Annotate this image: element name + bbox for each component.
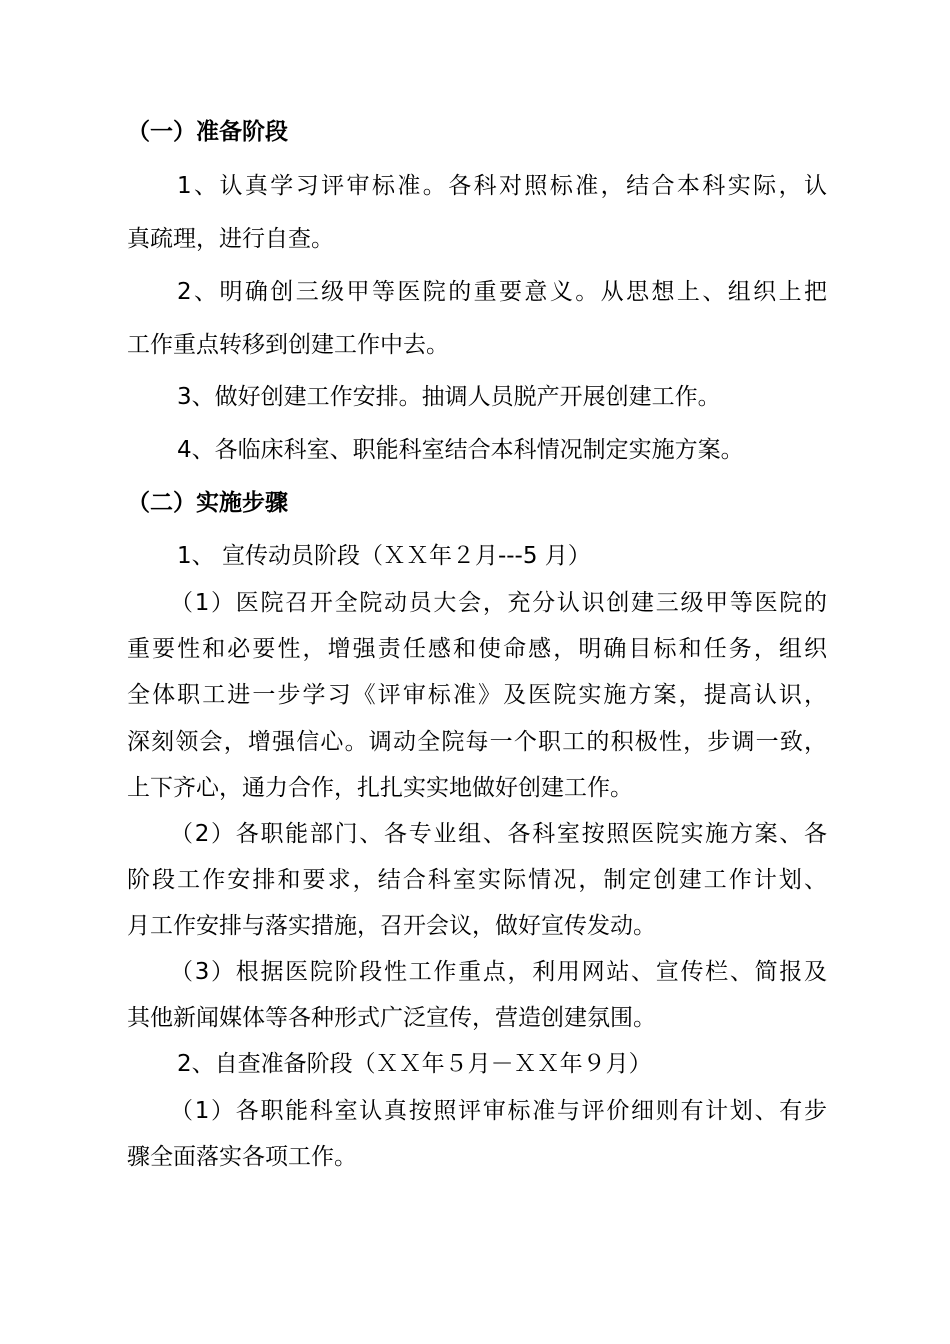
step-1-para-2-line-2: 阶段工作安排和要求，结合科室实际情况，制定创建工作计划、 [127,867,827,893]
item-2-line-2: 工作重点转移到创建工作中去。 [127,332,449,358]
step-1-title: 1、 宣传动员阶段（ＸＸ年２月---5 月） [177,543,591,569]
step-1-para-1-line-3: 全体职工进一步学习《评审标准》及医院实施方案，提高认识， [127,682,827,708]
step-1-para-1-line-1: （1）医院召开全院动员大会，充分认识创建三级甲等医院的 [170,590,827,616]
step-2-para-1-line-1: （1）各职能科室认真按照评审标准与评价细则有计划、有步 [170,1098,827,1124]
item-4: 4、各临床科室、职能科室结合本科情况制定实施方案。 [177,437,744,463]
step-2-title: 2、自查准备阶段（ＸＸ年５月－ＸＸ年９月） [177,1051,652,1077]
step-1-para-3-line-2: 其他新闻媒体等各种形式广泛宣传，营造创建氛围。 [127,1005,656,1031]
step-1-para-1-line-2: 重要性和必要性，增强责任感和使命感，明确目标和任务，组织 [127,636,827,662]
step-1-para-3-line-1: （3）根据医院阶段性工作重点，利用网站、宣传栏、简报及 [170,959,827,985]
step-2-para-1-line-2: 骤全面落实各项工作。 [127,1144,357,1170]
step-1-para-1-line-4: 深刻领会，增强信心。调动全院每一个职工的积极性，步调一致， [127,729,827,755]
step-1-para-1-line-5: 上下齐心，通力合作，扎扎实实地做好创建工作。 [127,775,633,801]
step-1-para-2-line-1: （2）各职能部门、各专业组、各科室按照医院实施方案、各 [170,821,827,847]
step-1-para-2-line-3: 月工作安排与落实措施，召开会议，做好宣传发动。 [127,913,656,939]
section-heading-preparation: （一）准备阶段 [127,119,288,145]
item-1-line-1: 1、认真学习评审标准。各科对照标准，结合本科实际，认 [177,173,827,199]
item-3: 3、做好创建工作安排。抽调人员脱产开展创建工作。 [177,384,721,410]
item-1-line-2: 真疏理，进行自查。 [127,226,334,252]
section-heading-implementation: （二）实施步骤 [127,490,288,516]
item-2-line-1: 2、明确创三级甲等医院的重要意义。从思想上、组织上把 [177,279,827,305]
